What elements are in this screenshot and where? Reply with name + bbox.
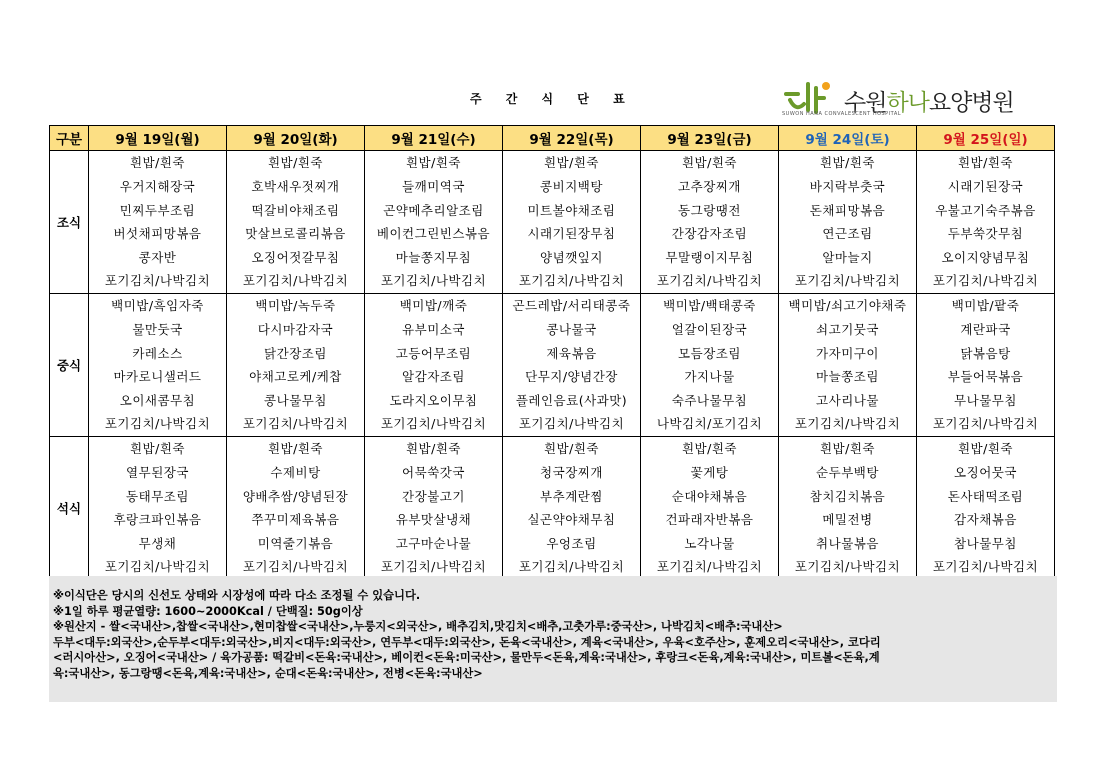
dish-item: 흰밥/흰죽 (681, 440, 737, 456)
dish-item: 동태무조림 (126, 488, 189, 504)
dish-item: 포기김치/나박김치 (518, 416, 625, 432)
dish-item: 흰밥/흰죽 (267, 440, 323, 456)
note-line: <러시아산>, 오징어<국내산> / 육가공품: 떡갈비<돈육:국내산>, 베이컨<돈육:미국산>, 물만두<돈육,계육:국내산>, 후랑크<돈육,계육:국내산>, 미트볼<돈육,계 (53, 651, 880, 665)
dish-item: 포기김치/나박김치 (656, 273, 763, 289)
dish-item: 플레인음료(사과맛) (515, 392, 628, 408)
dish-item: 맛살브로콜리볶음 (245, 226, 346, 242)
dish-item: 백미밥/흑임자죽 (111, 297, 204, 313)
dish-item: 간장불고기 (402, 488, 465, 504)
dish-item: 떡갈비야채조림 (251, 202, 340, 218)
dish-item: 물만둣국 (132, 321, 183, 337)
menu-cell (917, 436, 1055, 579)
header-day-mon: 9월 19일(월) (89, 126, 227, 151)
dish-item: 유부맛살냉채 (395, 512, 472, 528)
menu-cell (779, 436, 917, 579)
dish-item: 오이새콤무침 (119, 392, 196, 408)
dish-item: 참치김치볶음 (809, 488, 886, 504)
dish-item: 돈사태떡조림 (947, 488, 1024, 504)
dish-item: 오징어뭇국 (954, 464, 1017, 480)
dish-item: 순대야채볶음 (671, 488, 748, 504)
dish-item: 흰밥/흰죽 (957, 440, 1013, 456)
header-row (50, 126, 1055, 151)
dish-item: 흰밥/흰죽 (405, 155, 461, 170)
dish-item: 백미밥/녹두죽 (255, 297, 336, 313)
header-day-fri: 9월 23일(금) (641, 126, 779, 151)
dish-item: 포기김치/나박김치 (932, 273, 1039, 289)
dish-item: 시래기된장국 (947, 179, 1024, 194)
dish-item: 알감자조림 (402, 369, 465, 385)
dish-item: 고사리나물 (816, 392, 879, 408)
menu-cell (641, 436, 779, 579)
dish-item: 포기김치/나박김치 (656, 559, 763, 575)
dish-item: 들깨미역국 (402, 179, 465, 194)
dish-item: 포기김치/나박김치 (104, 273, 211, 289)
dish-item: 흰밥/흰죽 (543, 440, 599, 456)
dish-item: 흰밥/흰죽 (129, 440, 185, 456)
menu-cell (917, 293, 1055, 436)
menu-cell (503, 151, 641, 294)
dish-item: 부추계란찜 (540, 488, 603, 504)
dish-item: 백미밥/깨죽 (399, 297, 468, 313)
dish-item: 오이지양념무침 (941, 249, 1030, 265)
dish-item: 포기김치/나박김치 (794, 559, 901, 575)
menu-cell (89, 151, 227, 294)
dish-item: 포기김치/나박김치 (932, 416, 1039, 432)
dish-item: 우불고기숙주볶음 (935, 202, 1036, 218)
dish-item: 동그랑땡전 (678, 202, 741, 218)
dish-item: 백미밥/쇠고기야채죽 (788, 297, 907, 313)
menu-cell (917, 151, 1055, 294)
dish-item: 노각나물 (684, 535, 735, 551)
menu-cell (89, 436, 227, 579)
dish-item: 순두부백탕 (816, 464, 879, 480)
dish-item: 포기김치/나박김치 (794, 416, 901, 432)
dish-item: 곤약메추리알조림 (383, 202, 484, 218)
dish-item: 모듬장조림 (678, 345, 741, 361)
dish-item: 나박김치/포기김치 (656, 416, 763, 432)
hospital-name: 수원하나요양병원 (844, 90, 1014, 116)
dish-item: 수제비탕 (270, 464, 321, 480)
dish-item: 미트볼야채조림 (527, 202, 616, 218)
dish-item: 포기김치/나박김치 (242, 273, 349, 289)
dish-item: 곤드레밥/서리태콩죽 (512, 297, 631, 313)
dish-item: 무생채 (138, 535, 177, 551)
dish-item: 오징어젓갈무침 (251, 249, 340, 265)
note-line: ※원산지 - 쌀<국내산>,찹쌀<국내산>,현미찹쌀<국내산>,누룽지<외국산>, 배추김치,맛김치<배추,고춧가루:중국산>, 나박김치<배추:국내산> (53, 620, 783, 634)
dish-item: 고추장찌개 (678, 179, 741, 194)
dish-item: 베이컨그린빈스볶음 (376, 226, 491, 242)
dish-item: 포기김치/나박김치 (932, 559, 1039, 575)
meal-label: 석식 (50, 436, 89, 579)
menu-cell (365, 293, 503, 436)
dish-item: 쇠고기뭇국 (816, 321, 879, 337)
dish-item: 포기김치/나박김치 (518, 273, 625, 289)
dish-item: 포기김치/나박김치 (518, 559, 625, 575)
menu-cell (641, 293, 779, 436)
menu-cell (227, 436, 365, 579)
menu-cell (503, 436, 641, 579)
dish-item: 흰밥/흰죽 (129, 155, 185, 170)
dish-item: 도라지오이무침 (389, 392, 478, 408)
menu-cell (779, 293, 917, 436)
dish-item: 우거지해장국 (119, 179, 196, 194)
dish-item: 무말랭이지무침 (665, 249, 754, 265)
header-day-sun: 9월 25일(일) (917, 126, 1055, 151)
dish-item: 양배추쌈/양념된장 (242, 488, 349, 504)
dish-item: 고구마순나물 (395, 535, 472, 551)
dish-item: 포기김치/나박김치 (242, 416, 349, 432)
dish-item: 간장감자조림 (671, 226, 748, 242)
header-day-tue: 9월 20일(화) (227, 126, 365, 151)
dish-item: 닭볶음탕 (960, 345, 1011, 361)
dish-item: 꽃게탕 (690, 464, 729, 480)
dish-item: 마늘쫑지무침 (395, 249, 472, 265)
meal-label: 중식 (50, 293, 89, 436)
dish-item: 제육볶음 (546, 345, 597, 361)
dish-item: 카레소스 (132, 345, 183, 361)
dish-item: 취나물볶음 (816, 535, 879, 551)
dish-item: 유부미소국 (402, 321, 465, 337)
dish-item: 콩나물무침 (264, 392, 327, 408)
menu-cell (779, 151, 917, 294)
menu-cell (227, 293, 365, 436)
dish-item: 실곤약야채무침 (527, 512, 616, 528)
header-day-wed: 9월 21일(수) (365, 126, 503, 151)
dish-item: 후랑크파인볶음 (113, 512, 202, 528)
dish-item: 마카로니샐러드 (113, 369, 202, 385)
dish-item: 흰밥/흰죽 (681, 155, 737, 170)
note-line: ※1일 하루 평균열량: 1600~2000Kcal / 단백질: 50g이상 (53, 604, 363, 618)
menu-cell (365, 151, 503, 294)
dish-item: 포기김치/나박김치 (380, 416, 487, 432)
weekly-menu-table (49, 125, 1055, 580)
menu-cell (365, 436, 503, 579)
page-title: 주 간 식 단 표 (470, 92, 635, 106)
dish-item: 흰밥/흰죽 (819, 440, 875, 456)
dish-item: 포기김치/나박김치 (104, 559, 211, 575)
note-line: 육:국내산>, 동그랑땡<돈육,계육:국내산>, 순대<돈육:국내산>, 전병<돈육:국내산> (53, 666, 483, 680)
header-day-sat: 9월 24일(토) (779, 126, 917, 151)
menu-cell (89, 293, 227, 436)
dish-item: 알마늘지 (822, 249, 873, 265)
dish-item: 미역줄기볶음 (257, 535, 334, 551)
dish-item: 닭간장조림 (264, 345, 327, 361)
dish-item: 청국장찌개 (540, 464, 603, 480)
dish-item: 열무된장국 (126, 464, 189, 480)
dish-item: 흰밥/흰죽 (819, 155, 875, 170)
notes-box (49, 576, 1057, 702)
dish-item: 메밀전병 (822, 512, 873, 528)
dish-item: 돈채피망볶음 (809, 202, 886, 218)
dish-item: 무나물무침 (954, 392, 1017, 408)
dish-item: 부들어묵볶음 (947, 369, 1024, 385)
dish-item: 포기김치/나박김치 (380, 273, 487, 289)
dish-item: 가지나물 (684, 369, 735, 385)
dish-item: 콩비지백탕 (540, 179, 603, 194)
dish-item: 포기김치/나박김치 (104, 416, 211, 432)
dish-item: 고등어무조림 (395, 345, 472, 361)
dish-item: 숙주나물무침 (671, 392, 748, 408)
dish-item: 콩나물국 (546, 321, 597, 337)
menu-cell (641, 151, 779, 294)
dish-item: 계란파국 (960, 321, 1011, 337)
dish-item: 다시마감자국 (257, 321, 334, 337)
dish-item: 민찌두부조림 (119, 202, 196, 218)
dish-item: 감자채볶음 (954, 512, 1017, 528)
note-line: ※이식단은 당시의 신선도 상태와 시장성에 따라 다소 조정될 수 있습니다. (53, 589, 421, 602)
dish-item: 백미밥/백태콩죽 (663, 297, 756, 313)
dish-item: 호박새우젓찌개 (251, 179, 340, 194)
menu-cell (227, 151, 365, 294)
dish-item: 흰밥/흰죽 (405, 440, 461, 456)
dish-item: 참나물무침 (954, 535, 1017, 551)
dish-item: 연근조림 (822, 226, 873, 242)
meal-label: 조식 (50, 151, 89, 294)
dish-item: 얼갈이된장국 (671, 321, 748, 337)
dish-item: 단무지/양념간장 (525, 369, 618, 385)
dish-item: 포기김치/나박김치 (380, 559, 487, 575)
dish-item: 콩자반 (138, 249, 177, 265)
hospital-subtitle: SUWON HANA CONVALESCENT HOSPITAL (782, 111, 902, 117)
dish-item: 포기김치/나박김치 (242, 559, 349, 575)
dish-item: 흰밥/흰죽 (543, 155, 599, 170)
hospital-logo (782, 78, 1042, 122)
dish-item: 흰밥/흰죽 (957, 155, 1013, 170)
dish-item: 두부쑥갓무침 (947, 226, 1024, 242)
menu-cell (503, 293, 641, 436)
header-day-thu: 9월 22일(목) (503, 126, 641, 151)
header-gubun: 구분 (50, 126, 89, 151)
dish-item: 포기김치/나박김치 (794, 273, 901, 289)
dish-item: 야채고로케/케찹 (249, 369, 342, 385)
dish-item: 흰밥/흰죽 (267, 155, 323, 170)
dish-item: 양념깻잎지 (540, 249, 603, 265)
dish-item: 어묵쑥갓국 (402, 464, 465, 480)
dish-item: 백미밥/팥죽 (951, 297, 1020, 313)
note-line: 두부<대두:외국산>,순두부<대두:외국산>,비지<대두:외국산>, 연두부<대두:외국산>, 돈육<국내산>, 계육<국내산>, 우육<호주산>, 훈제오리<국내산>, 코다리 (53, 635, 881, 649)
dish-item: 바지락부춧국 (809, 179, 886, 194)
dish-item: 시래기된장무침 (527, 226, 616, 242)
dish-item: 가자미구이 (816, 345, 879, 361)
dish-item: 버섯채피망볶음 (113, 226, 202, 242)
dish-item: 우엉조림 (546, 535, 597, 551)
meal-row (50, 293, 1055, 436)
meal-row (50, 436, 1055, 579)
dish-item: 건파래자반볶음 (665, 512, 754, 528)
dish-item: 마늘쫑조림 (816, 369, 879, 385)
meal-row (50, 151, 1055, 294)
dish-item: 쭈꾸미제육볶음 (251, 512, 340, 528)
